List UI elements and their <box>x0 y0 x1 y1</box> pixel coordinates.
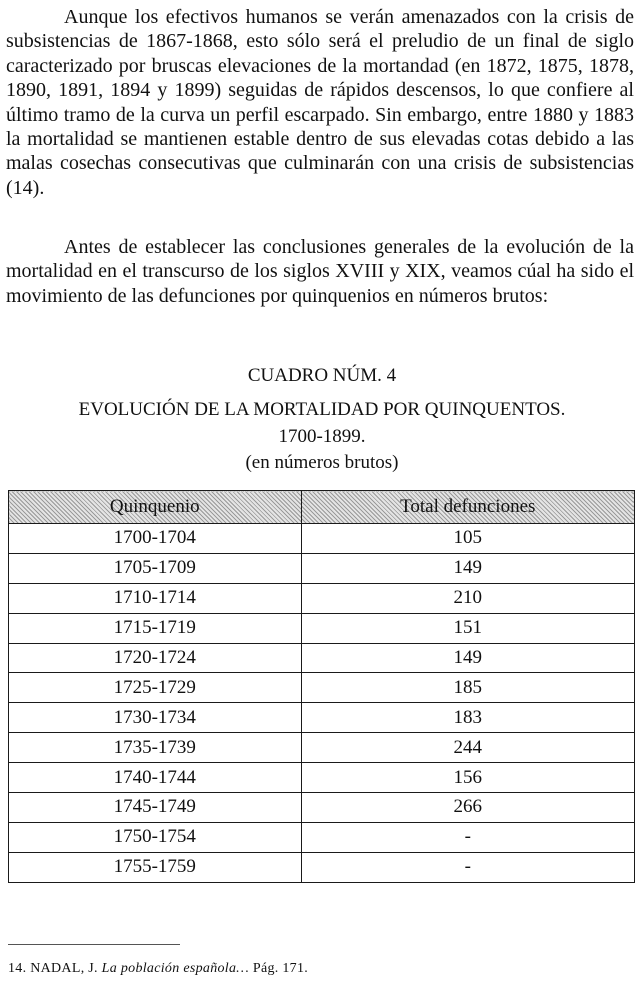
table-header-row <box>9 491 635 524</box>
cell-total-defunciones: 149 <box>301 553 634 583</box>
cell-quinquenio: 1725-1729 <box>9 673 302 703</box>
cell-quinquenio: 1730-1734 <box>9 703 302 733</box>
table-row <box>9 733 635 763</box>
cell-total-defunciones: 183 <box>301 703 634 733</box>
cell-total-defunciones: 149 <box>301 643 634 673</box>
mortality-table <box>8 490 635 883</box>
cell-quinquenio: 1710-1714 <box>9 583 302 613</box>
cell-quinquenio: 1720-1724 <box>9 643 302 673</box>
header-total-defunciones: Total defunciones <box>301 491 634 524</box>
cell-quinquenio: 1755-1759 <box>9 852 302 882</box>
cell-total-defunciones: 185 <box>301 673 634 703</box>
table-row <box>9 763 635 793</box>
table-row <box>9 643 635 673</box>
cell-quinquenio: 1705-1709 <box>9 553 302 583</box>
cell-quinquenio: 1715-1719 <box>9 613 302 643</box>
cell-total-defunciones: 210 <box>301 583 634 613</box>
table-row <box>9 613 635 643</box>
cell-quinquenio: 1735-1739 <box>9 733 302 763</box>
cell-total-defunciones: 266 <box>301 793 634 823</box>
cell-total-defunciones: 156 <box>301 763 634 793</box>
footnote-lead: 14. NADAL, J. <box>8 961 98 976</box>
footnote-divider <box>8 944 180 945</box>
cell-quinquenio: 1740-1744 <box>9 763 302 793</box>
table-row <box>9 583 635 613</box>
cell-total-defunciones: 244 <box>301 733 634 763</box>
body-paragraph-2: Antes de establecer las conclusiones generales de la evolución de la mortalidad en el transcurso de los siglos XVIII y XIX, veamos cúal ha sido el movimiento de las defunciones por quinquenios en números brutos: <box>6 236 634 307</box>
cell-quinquenio: 1700-1704 <box>9 524 302 554</box>
table-row <box>9 793 635 823</box>
header-quinquenio: Quinquenio <box>9 491 302 524</box>
table-title: EVOLUCIÓN DE LA MORTALIDAD POR QUINQUENTOS. <box>78 399 566 420</box>
table-row <box>9 852 635 882</box>
cell-total-defunciones: 105 <box>301 524 634 554</box>
footnote <box>8 960 308 978</box>
footnote-title: La población española… <box>101 961 250 976</box>
table-row <box>9 524 635 554</box>
table-years: 1700-1899. <box>278 426 366 447</box>
cell-quinquenio: 1745-1749 <box>9 793 302 823</box>
table-label: CUADRO NÚM. 4 <box>247 365 397 386</box>
table-row <box>9 553 635 583</box>
body-paragraph-1: Aunque los efectivos humanos se verán amenazados con la crisis de subsistencias de 1867-1868, esto sólo será el preludio de un final de siglo caracterizado por bruscas elevaciones de la mortandad (en 1872, 1875, 1878, 1890, 1891, 1894 y 1899) seguidas de rápidos descensos, lo que confiere al último tramo de la curva un perfil escarpado. Sin embargo, entre 1880 y 1883 la mortalidad se mantienen estable dentro de sus elevadas cotas debido a las malas cosechas consecutivas que culminarán con una crisis de subsistencias (14). <box>6 6 634 199</box>
cell-quinquenio: 1750-1754 <box>9 822 302 852</box>
cell-total-defunciones: - <box>301 852 634 882</box>
table-body <box>9 524 635 883</box>
table-subtitle: (en números brutos) <box>245 452 399 473</box>
table-row <box>9 822 635 852</box>
table-row <box>9 673 635 703</box>
table-row <box>9 703 635 733</box>
footnote-page: Pág. 171. <box>252 961 309 976</box>
cell-total-defunciones: 151 <box>301 613 634 643</box>
cell-total-defunciones: - <box>301 822 634 852</box>
